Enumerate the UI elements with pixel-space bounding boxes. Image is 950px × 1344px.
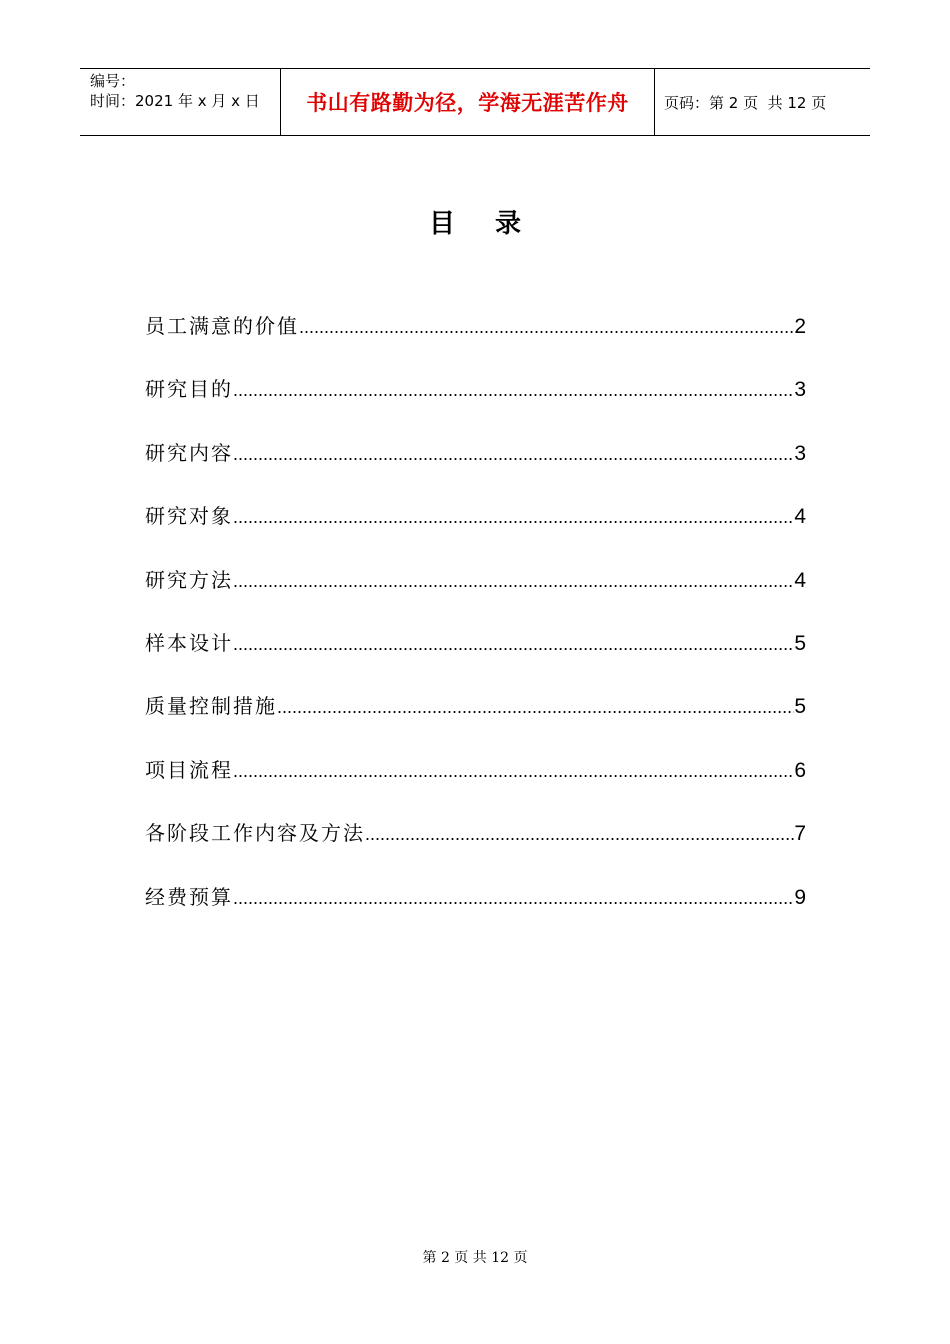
toc-entry-label: 研究方法 <box>145 567 233 592</box>
toc-entry-label: 经费预算 <box>145 884 233 909</box>
document-number-label: 编号： <box>90 72 136 90</box>
toc-leader-dots <box>233 507 794 528</box>
toc-leader-dots <box>233 444 794 465</box>
toc-entry[interactable] <box>145 373 806 436</box>
toc-leader-dots <box>233 571 794 592</box>
toc-entry-label: 项目流程 <box>145 757 233 782</box>
toc-leader-dots <box>233 761 794 782</box>
toc-entry-page: 6 <box>794 758 806 782</box>
toc-entry-page: 7 <box>794 822 806 846</box>
toc-entry[interactable] <box>145 437 806 500</box>
toc-leader-dots <box>233 634 794 655</box>
toc-entry-label: 质量控制措施 <box>145 694 277 719</box>
toc-entry-label: 研究内容 <box>145 440 233 465</box>
toc-leader-dots <box>365 824 794 845</box>
toc-entry[interactable] <box>145 817 806 880</box>
toc-entry-label: 样本设计 <box>145 630 233 655</box>
toc-entry[interactable] <box>145 881 806 944</box>
toc-entry[interactable] <box>145 754 806 817</box>
toc-entry[interactable] <box>145 690 806 753</box>
toc-entry-label: 研究目的 <box>145 377 233 402</box>
header-page-info-cell <box>655 69 870 135</box>
toc-entry-page: 5 <box>794 695 806 719</box>
toc-entry[interactable] <box>145 310 806 373</box>
toc-entry[interactable] <box>145 500 806 563</box>
toc-entry[interactable] <box>145 564 806 627</box>
toc-entry-page: 2 <box>794 315 806 338</box>
page-footer: 第 2 页 共 12 页 <box>422 1250 528 1266</box>
header-motto: 书山有路勤为径，学海无涯苦作舟 <box>281 69 655 135</box>
document-date-label: 时间：2021 年 x 月 x 日 <box>90 92 260 110</box>
toc-leader-dots <box>299 317 794 338</box>
toc-entry-label: 员工满意的价值 <box>145 314 299 338</box>
toc-leader-dots <box>277 697 794 718</box>
header-meta-cell <box>80 69 281 135</box>
toc-title: 目录 <box>428 209 561 239</box>
toc-entry-page: 4 <box>794 505 806 529</box>
header-page-info: 页码：第 2 页 共 12 页 <box>664 93 827 112</box>
toc-entry[interactable] <box>145 627 806 690</box>
toc-entry-page: 5 <box>794 631 806 655</box>
toc-entry-page: 4 <box>794 568 806 592</box>
page-header <box>80 68 870 136</box>
toc-entry-label: 研究对象 <box>145 504 233 529</box>
toc-leader-dots <box>233 380 794 401</box>
toc-entry-page: 3 <box>794 441 806 465</box>
toc-leader-dots <box>233 888 794 909</box>
toc-list <box>145 310 806 944</box>
toc-entry-page: 3 <box>794 378 806 402</box>
toc-entry-page: 9 <box>794 885 806 909</box>
toc-entry-label: 各阶段工作内容及方法 <box>145 821 365 846</box>
